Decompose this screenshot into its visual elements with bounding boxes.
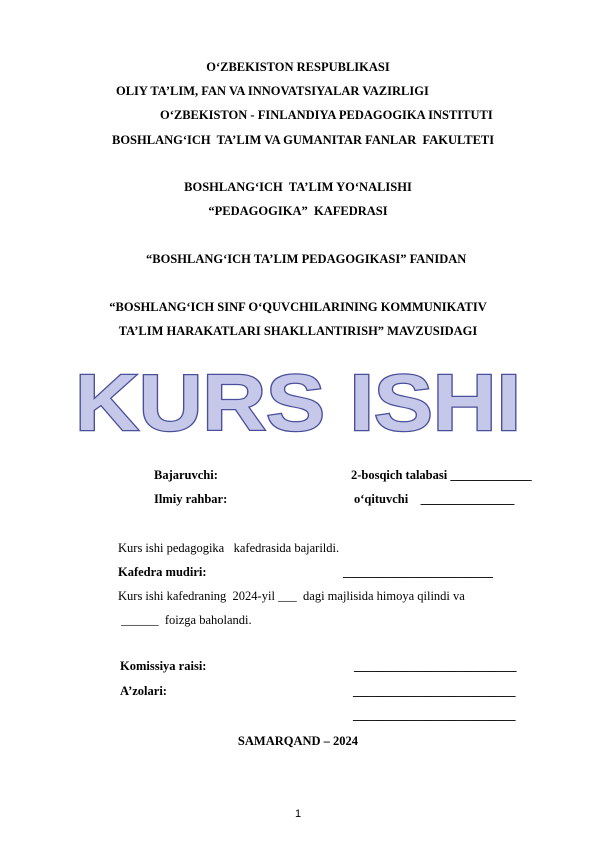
- head-signature-line: ________________________: [343, 565, 493, 579]
- chair-signature-line: __________________________: [354, 659, 517, 673]
- direction-line: BOSHLANG‘ICH TA’LIM YO‘NALISHI: [184, 180, 412, 194]
- page-number: 1: [294, 808, 302, 820]
- subject-line: “BOSHLANG‘ICH TA’LIM PEDAGOGIKASI” FANIDAN: [146, 252, 467, 266]
- institute-line: O‘ZBEKISTON - FINLANDIYA PEDAGOGIKA INSTITUTI: [160, 108, 493, 122]
- performer-value: 2-bosqich talabasi _____________: [351, 468, 532, 482]
- republic-line: O‘ZBEKISTON RESPUBLIKASI: [206, 60, 390, 74]
- faculty-line: BOSHLANG‘ICH TA’LIM VA GUMANITAR FANLAR FAKULTETI: [112, 133, 495, 147]
- document-title: [0, 360, 596, 440]
- chair-label: Komissiya raisi:: [120, 659, 207, 673]
- defended-line: Kurs ishi kafedraning 2024-yil ___ dagi majlisida himoya qilindi va: [118, 589, 465, 603]
- city-year: SAMARQAND – 2024: [237, 734, 359, 748]
- topic-line-2: TA’LIM HARAKATLARI SHAKLLANTIRISH” MAVZUSIDAGI: [118, 324, 478, 338]
- members-label: A’zolari:: [120, 684, 167, 698]
- advisor-label: Ilmiy rahbar:: [154, 492, 228, 506]
- performer-label: Bajaruvchi:: [154, 468, 218, 482]
- head-label: Kafedra mudiri:: [118, 565, 207, 579]
- title-text: KURS ISHI: [75, 360, 521, 440]
- advisor-value: o‘qituvchi _______________: [354, 492, 515, 506]
- member-signature-line-2: __________________________: [353, 708, 516, 722]
- completed-line: Kurs ishi pedagogika kafedrasida bajarildi.: [118, 541, 340, 555]
- topic-line-1: “BOSHLANG‘ICH SINF O‘QUVCHILARINING KOMMUNIKATIV: [109, 300, 487, 314]
- member-signature-line-1: __________________________: [353, 684, 516, 698]
- chair-line: “PEDAGOGIKA” KAFEDRASI: [208, 204, 388, 218]
- grade-line: ______ foizga baholandi.: [118, 613, 252, 627]
- ministry-line: OLIY TA’LIM, FAN VA INNOVATSIYALAR VAZIRLIGI: [116, 84, 429, 98]
